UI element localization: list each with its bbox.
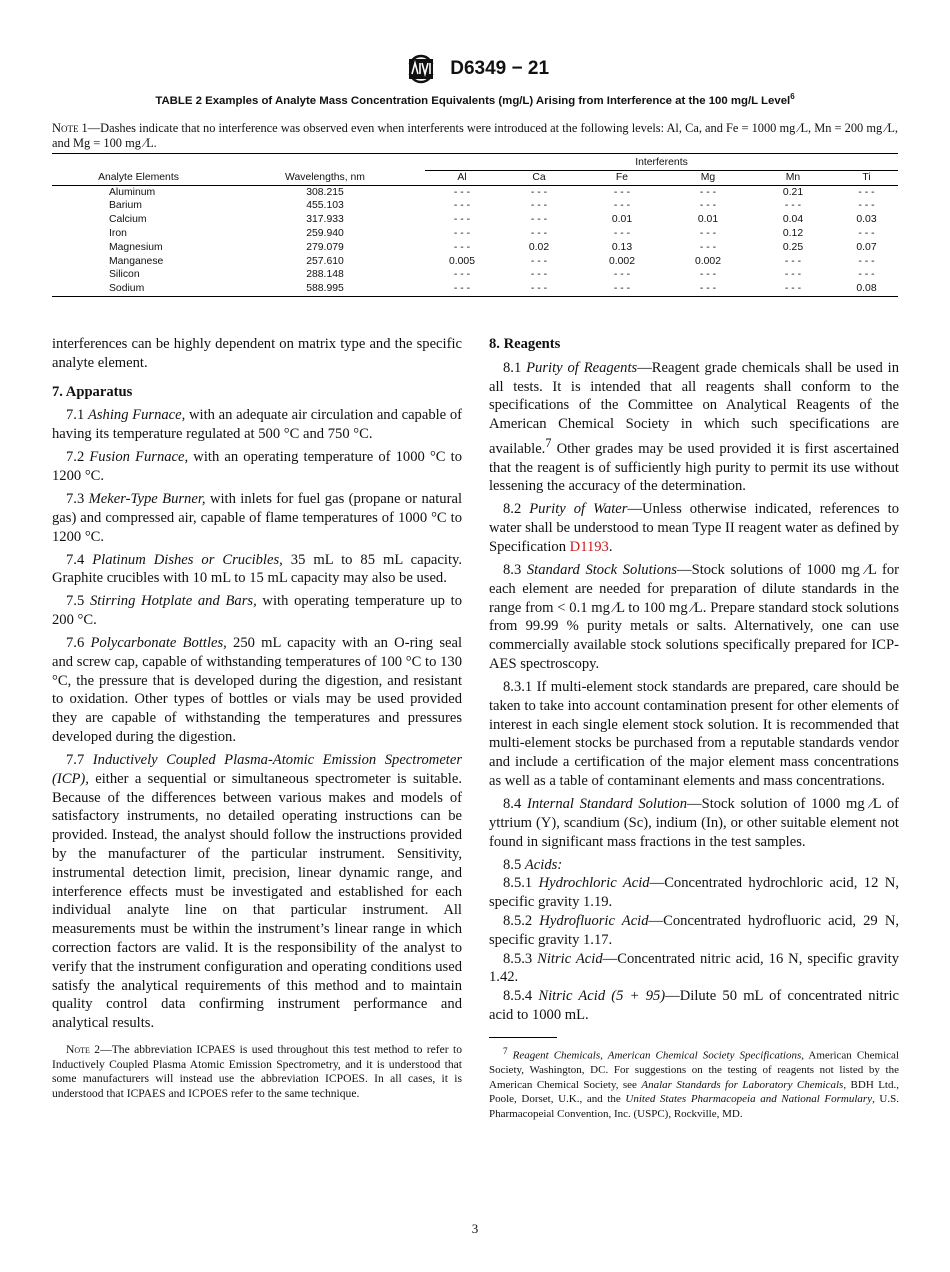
column-header: Mn <box>751 170 835 185</box>
value-cell: - - - <box>453 269 471 281</box>
analyte-cell: Aluminum <box>109 186 156 198</box>
table-caption: TABLE 2 Examples of Analyte Mass Concentration Equivalents (mg/L) Arising from Interference at the 100 mg/L Level$^6$ <box>155 92 795 107</box>
value-cell: 0.02 <box>528 241 550 253</box>
value-cell: - - - <box>699 269 717 281</box>
right-column <box>489 335 899 1126</box>
paragraph-8-5-2: 8.5.2 Hydrofluoric Acid—Concentrated hydrofluoric acid, 29 N, specific gravity 1.17. <box>489 912 900 948</box>
value-cell: - - - <box>453 200 471 212</box>
interferents-header: Interferents <box>425 156 898 170</box>
value-cell: - - - <box>699 241 717 253</box>
column-header: Fe <box>579 170 665 185</box>
value-cell: 0.01 <box>611 214 633 226</box>
value-cell: - - - <box>453 227 471 239</box>
column-header: Ca <box>499 170 579 185</box>
value-cell: 0.13 <box>611 241 633 253</box>
analyte-cell: Iron <box>109 227 127 239</box>
page-number: 3 <box>471 1221 479 1236</box>
column-header: Wavelengths, nm <box>225 170 425 185</box>
value-cell: - - - <box>613 186 631 198</box>
wavelength-cell: 279.079 <box>306 241 344 253</box>
analyte-cell: Manganese <box>109 255 164 267</box>
value-cell: - - - <box>453 214 471 226</box>
note-2: Note 2—The abbreviation ICPAES is used throughout this test method to refer to Inductively Coupled Plasma Atomic Emission Spectrometry, and it is understood that some manufacturers will instead use the abbreviation ICPOES. In all cases, it is understood that ICPAES and ICPOES refer to the same technique. <box>52 1043 462 1100</box>
value-cell: 0.21 <box>782 186 804 198</box>
section-heading-apparatus: 7. Apparatus <box>52 383 133 400</box>
table-row <box>52 255 898 269</box>
column-header: Mg <box>665 170 751 185</box>
value-cell: 0.002 <box>694 255 721 267</box>
paragraph-8-2: 8.2 Purity of Water—Unless otherwise indicated, references to water shall be understood to mean Type II reagent water as defined by Specification D1193. <box>489 501 899 556</box>
value-cell: 0.03 <box>856 214 877 226</box>
value-cell: - - - <box>858 200 875 212</box>
value-cell: 0.005 <box>448 255 475 267</box>
value-cell: - - - <box>699 227 717 239</box>
paragraph-8-5-4: 8.5.4 Nitric Acid (5 + 95)—Dilute 50 mL of concentrated nitric acid to 1000 mL. <box>489 988 899 1023</box>
analyte-cell: Calcium <box>109 214 147 226</box>
value-cell: - - - <box>699 200 717 212</box>
paragraph-8-1: 8.1 Purity of Reagents—Reagent grade chemicals shall be used in all tests. It is intended that all reagents shall conform to the specifications of the Committee on Analytical Reagents of the American Chemical Society in which such specifications are available.$^7$ Other grades may be used provided it is first ascertained that the reagent is of sufficiently high purity to permit its use without lessening the accuracy of the determination. <box>489 359 900 495</box>
value-cell: - - - <box>858 255 875 267</box>
paragraph-7-7: 7.7 Inductively Coupled Plasma-Atomic Emission Spectrometer (ICP), either a sequential or simultaneous spectrometer is suitable. Because of the differences between various makes and models of satisfactory instruments, no detailed operating instructions can be provided. Instead, the analyst should follow the instructions provided by the manufacturer of the particular instrument. Sensitivity, instrumental detection limit, precision, linear dynamic range, and interference effects must be investigated and established for each individual analyte line on that particular instrument. All measurements must be within the instrument’s linear range in which correction factors are valid. It is the responsibility of the analyst to verify that the instrument configuration and operating conditions used satisfy the analytical requirements of this method and to maintain quality control data confirming instrument performance and analytical results. <box>52 752 463 1032</box>
value-cell: - - - <box>453 241 471 253</box>
table-row <box>52 213 898 227</box>
table-row <box>52 282 898 296</box>
paragraph-8-5-3: 8.5.3 Nitric Acid—Concentrated nitric acid, 16 N, specific gravity 1.42. <box>489 950 899 986</box>
paragraph-7-4: 7.4 Platinum Dishes or Crucibles, 35 mL to 85 mL capacity. Graphite crucibles with 10 mL to 15 mL capacity may also be used. <box>52 551 462 587</box>
value-cell: - - - <box>784 269 802 281</box>
analyte-cell: Silicon <box>109 269 140 281</box>
analyte-cell: Barium <box>109 200 142 212</box>
table-row <box>52 241 898 255</box>
value-cell: - - - <box>784 255 802 267</box>
table-note: Note 1—Dashes indicate that no interference was observed even when interferents were introduced at the following levels: Al, Ca, and Fe = 1000 mg ⁄L, Mn = 200 mg ⁄L, and Mg = 100 mg ⁄L. <box>52 121 898 150</box>
value-cell: - - - <box>784 200 802 212</box>
table-body <box>52 185 898 296</box>
wavelength-cell: 308.215 <box>306 186 344 198</box>
paragraph-8-3: 8.3 Standard Stock Solutions—Stock solutions of 1000 mg ⁄L for each element are needed for preparation of dilute standards in the range from < 0.1 mg ⁄L to 100 mg ⁄L. Prepare standard stock solutions from 99.99 % purity metals or salts. Alternatively, one can use commercially available stock solutions specifically prepared for ICP-AES spectroscopy. <box>489 562 900 672</box>
section-heading-reagents: 8. Reagents <box>489 336 561 352</box>
paragraph-8-5: 8.5 Acids: <box>503 856 563 873</box>
column-header: Ti <box>835 170 898 185</box>
analyte-cell: Magnesium <box>109 241 163 253</box>
paragraph-7-5: 7.5 Stirring Hotplate and Bars, with operating temperature up to 200 °C. <box>52 593 462 629</box>
table-row <box>52 268 898 282</box>
value-cell: 0.25 <box>782 241 804 253</box>
paragraph-7-3: 7.3 Meker-Type Burner, with inlets for fuel gas (propane or natural gas) and compressed air, capable of flame temperatures of 1000 °C to 1200 °C. <box>52 490 462 545</box>
footnote-divider <box>489 1037 557 1038</box>
value-cell: 0.04 <box>782 214 804 226</box>
left-column <box>52 335 462 1106</box>
value-cell: - - - <box>453 186 471 198</box>
value-cell: - - - <box>425 282 499 296</box>
value-cell: 0.002 <box>608 255 635 267</box>
value-cell: 0.08 <box>835 282 898 296</box>
footnote-7: $^7$ Reagent Chemicals, American Chemical Society Specifications, American Chemical Society, Washington, DC. For suggestions on the testing of reagents not listed by the American Chemical Society, see Analar Standards for Laboratory Chemicals, BDH Ltd., Poole, Dorset, U.K., and the United States Pharmacopeia and National Formulary, U.S. Pharmacopeial Convention, Inc. (USPC), Rockville, MD. <box>489 1045 899 1120</box>
value-cell: 0.07 <box>856 241 877 253</box>
column-header: Al <box>425 170 499 185</box>
wavelength-cell: 257.610 <box>306 255 344 267</box>
wavelength-cell: 455.103 <box>306 200 344 212</box>
value-cell: - - - <box>530 214 548 226</box>
paragraph-7-2: 7.2 Fusion Furnace, with an operating temperature of 1000 °C to 1200 °C. <box>52 449 463 484</box>
value-cell: - - - <box>699 186 717 198</box>
analyte-cell: Sodium <box>52 282 225 296</box>
value-cell: 0.12 <box>782 227 804 239</box>
value-cell: - - - <box>858 186 875 198</box>
table-row <box>52 227 898 241</box>
wavelength-cell: 288.148 <box>306 269 344 281</box>
value-cell: - - - <box>665 282 751 296</box>
wavelength-cell: 259.940 <box>306 227 344 239</box>
value-cell: - - - <box>530 186 548 198</box>
paragraph-8-4: 8.4 Internal Standard Solution—Stock solution of 1000 mg ⁄L of yttrium (Y), scandium (Sc), indium (In), or other suitable element not found in significant mass fractions in the test samples. <box>489 795 900 850</box>
paragraph-7-6: 7.6 Polycarbonate Bottles, 250 mL capacity with an O-ring seal and screw cap, capable of withstanding temperatures of 100 °C to 130 °C, the pressure that is developed during the digestion, and resistant to oxidation. Other types of bottles or vials may be used provided they are capable of withstanding the temperatures and pressures developed during the digestion. <box>52 635 463 746</box>
paragraph-8-3-1: 8.3.1 If multi-element stock standards are prepared, care should be taken to take into account contamination present for other elements of interest in each single element stock solution. It is recommended that multi-element stocks be purchased from a reputable standards vendor and include a certification of the major element mass concentrations as well as a table of contaminant elements and mass concentrations. <box>489 678 899 789</box>
page-header <box>0 54 950 84</box>
value-cell: - - - <box>530 227 548 239</box>
interference-table <box>52 153 898 297</box>
table-row <box>52 185 898 199</box>
value-cell: - - - <box>499 282 579 296</box>
paragraph-7-1: 7.1 Ashing Furnace, with an adequate air circulation and capable of having its temperature regulated at 500 °C and 750 °C. <box>52 407 463 443</box>
value-cell: 0.01 <box>697 214 719 226</box>
table-row <box>52 199 898 213</box>
d1193-link[interactable]: D1193 <box>569 539 609 556</box>
standard-designation: D6349 − 21 <box>450 58 550 79</box>
value-cell: - - - <box>579 282 665 296</box>
value-cell: - - - <box>751 282 835 296</box>
column-header: Analyte Elements <box>52 170 225 185</box>
astm-logo-icon <box>401 54 441 84</box>
value-cell: - - - <box>530 200 548 212</box>
value-cell: - - - <box>858 269 875 281</box>
value-cell: - - - <box>858 227 875 239</box>
value-cell: - - - <box>530 255 548 267</box>
wavelength-cell: 317.933 <box>306 214 344 226</box>
value-cell: - - - <box>613 269 631 281</box>
paragraph: interferences can be highly dependent on matrix type and the specific analyte element. <box>52 336 462 371</box>
value-cell: - - - <box>613 200 631 212</box>
wavelength-cell: 588.995 <box>225 282 425 296</box>
paragraph-8-5-1: 8.5.1 Hydrochloric Acid—Concentrated hydrochloric acid, 12 N, specific gravity 1.19. <box>489 875 899 911</box>
value-cell: - - - <box>613 227 631 239</box>
value-cell: - - - <box>530 269 548 281</box>
